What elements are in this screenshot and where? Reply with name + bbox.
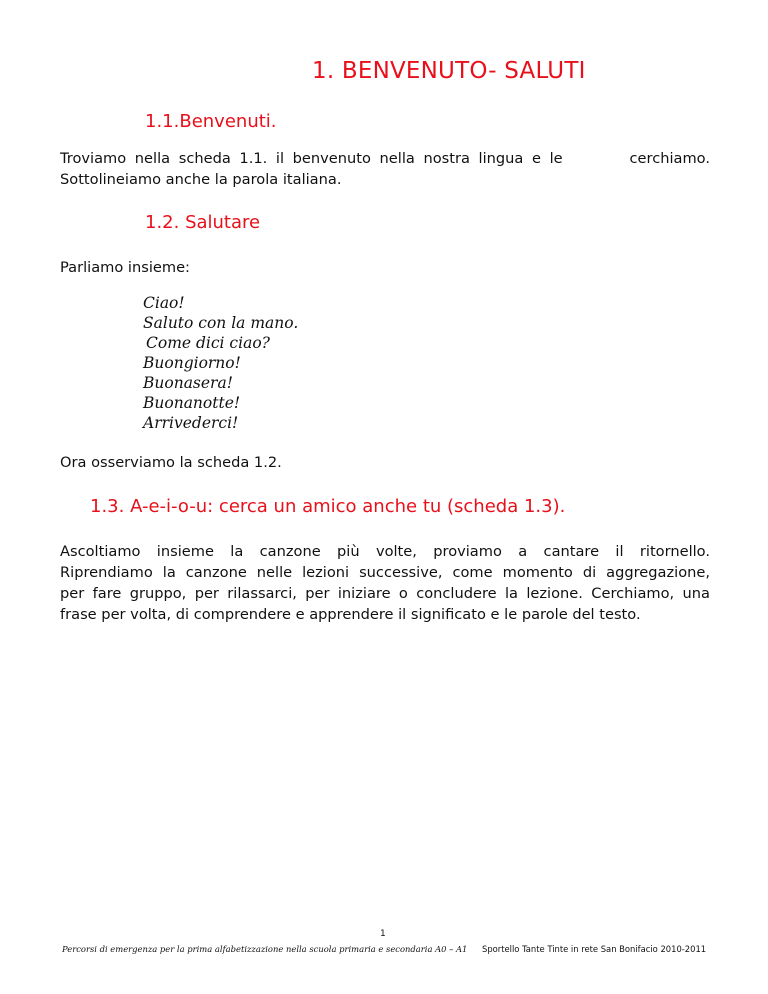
paragraph-line: frase per volta, di comprendere e apprendere il significato e le parole del testo. (60, 606, 641, 623)
paragraph-line: per fare gruppo, per rilassarci, per iniziare o concludere la lezione. Cerchiamo, una (60, 585, 710, 602)
greeting-item: Buonasera! (143, 374, 233, 392)
footer-left-text: Percorsi di emergenza per la prima alfabetizzazione nella scuola primaria e secondaria A0 – A1 (62, 944, 468, 954)
paragraph-line: Riprendiamo la canzone nelle lezioni successive, come momento di aggregazione, (60, 564, 710, 581)
section-1-3-heading: 1.3. A-e-i-o-u: cerca un amico anche tu (scheda 1.3). (90, 496, 566, 517)
paragraph-line (60, 148, 710, 169)
section-1-2-heading: 1.2. Salutare (145, 212, 261, 233)
paragraph-line-text: Troviamo nella scheda 1.1. il benvenuto nella nostra lingua e le (60, 150, 563, 167)
page-title: 1. BENVENUTO- SALUTI (312, 58, 586, 84)
page-number: 1 (380, 929, 386, 939)
greeting-item: Buongiorno! (143, 354, 241, 372)
greeting-item: Buonanotte! (143, 394, 241, 412)
section-1-1-heading (145, 111, 277, 132)
greeting-item: Arrivederci! (143, 414, 239, 432)
paragraph-line: Sottolineiamo anche la parola italiana. (60, 171, 342, 188)
section-1-2-intro: Parliamo insieme: (60, 259, 190, 276)
section-1-1-heading-dot: . (270, 111, 277, 132)
section-1-1-paragraph (60, 148, 710, 190)
greetings-list (0, 293, 768, 433)
section-1-1-heading-text: 1.1.Benvenuti (145, 111, 271, 132)
paragraph-line: Ascoltiamo insieme la canzone più volte, proviamo a cantare il ritornello. (60, 543, 710, 560)
greeting-item: Saluto con la mano. (143, 314, 299, 332)
section-1-2-outro: Ora osserviamo la scheda 1.2. (60, 454, 282, 471)
footer-right-text: Sportello Tante Tinte in rete San Bonifacio 2010-2011 (482, 944, 707, 954)
section-1-3-paragraph (60, 541, 710, 625)
greeting-item: Come dici ciao? (146, 334, 270, 352)
paragraph-line-end: cerchiamo. (629, 150, 710, 167)
greeting-item: Ciao! (143, 294, 185, 312)
